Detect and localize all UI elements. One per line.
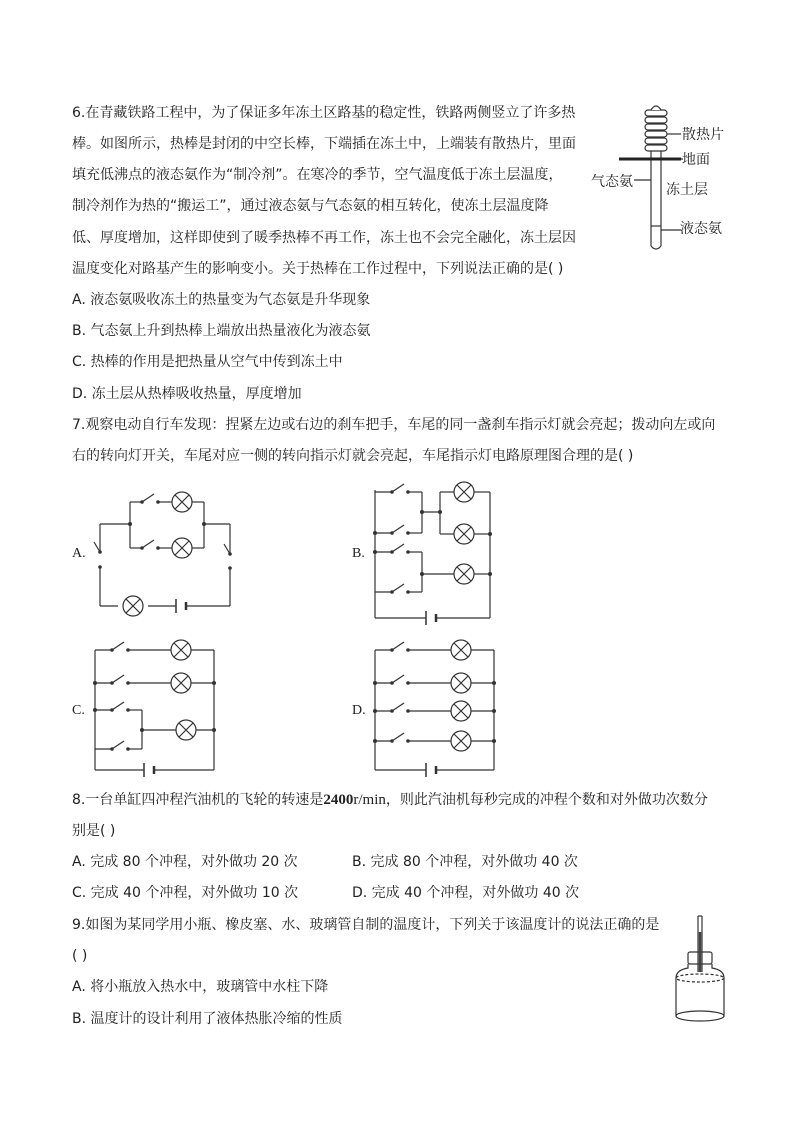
label-gas-ammonia: 气态氨 (591, 174, 633, 190)
circuit-c-label: C. (72, 703, 85, 718)
bottle-thermometer-figure (670, 912, 730, 1032)
q6-line-3: 填充低沸点的液态氨作为“制冷剂”。在寒冷的季节，空气温度低于冻土层温度， (72, 167, 563, 183)
q8-option-d: D. 完成 40 个冲程，对外做功 40 次 (352, 885, 580, 901)
label-ground: 地面 (682, 152, 710, 168)
circuit-c (90, 638, 220, 778)
heat-pipe-tube (651, 151, 661, 249)
q6-line-1: 6.在青藏铁路工程中，为了保证多年冻土区路基的稳定性，铁路两侧竖立了许多热 (72, 105, 576, 121)
q6-line-6: 温度变化对路基产生的影响变小。关于热棒在工作过程中，下列说法正确的是( ) (72, 261, 564, 277)
q8-option-a: A. 完成 80 个冲程，对外做功 20 次 (72, 854, 298, 870)
q6-line-2: 棒。如图所示，热棒是封闭的中空长棒，下端插在冻土中，上端装有散热片，里面 (72, 136, 576, 152)
q8-option-c: C. 完成 40 个冲程，对外做功 10 次 (72, 885, 299, 901)
label-frozen-soil: 冻土层 (666, 182, 708, 198)
circuit-b (370, 478, 500, 628)
q8-rpm-unit: r/min (353, 792, 386, 808)
q7-line-1: 7.观察电动自行车发现：捏紧左边或右边的刹车把手，车尾的同一盏刹车指示灯就会亮起；拨动向左或向 (72, 417, 716, 433)
q8-line-1-prefix: 8.一台单缸四冲程汽油机的飞轮的转速是 (72, 792, 324, 808)
circuit-a (90, 482, 240, 622)
q8-rpm-value: 2400 (323, 792, 354, 808)
q6-line-4: 制冷剂作为热的“搬运工”，通过液态氨与气态氨的相互转化，使冻土层温度降 (72, 198, 549, 214)
q8-option-b: B. 完成 80 个冲程，对外做功 40 次 (352, 854, 578, 870)
q9-option-a: A. 将小瓶放入热水中，玻璃管中水柱下降 (72, 979, 329, 995)
heat-pipe-figure (585, 100, 785, 260)
q6-line-5: 低、厚度增加，这样即使到了暖季热棒不再工作，冻土也不会完全融化，冻土层因 (72, 230, 576, 246)
q8-line-2: 别是( ) (72, 823, 116, 839)
label-fins: 散热片 (682, 127, 724, 143)
circuit-d-label: D. (352, 703, 366, 718)
fins-graphic (645, 106, 667, 151)
label-liquid-ammonia: 液态氨 (680, 221, 722, 237)
q6-option-a: A. 液态氨吸收冻土的热量变为气态氨是升华现象 (72, 292, 371, 308)
circuit-a-label: A. (72, 546, 86, 561)
q6-option-b: B. 气态氨上升到热棒上端放出热量液化为液态氨 (72, 323, 371, 339)
q8-line-1-suffix: ，则此汽油机每秒完成的冲程个数和对外做功次数分 (385, 792, 708, 808)
circuit-d (370, 638, 500, 778)
q7-line-2: 右的转向灯开关，车尾对应一侧的转向指示灯就会亮起，车尾指示灯电路原理图合理的是( ) (72, 448, 634, 464)
q9-line-1: 9.如图为某同学用小瓶、橡皮塞、水、玻璃管自制的温度计，下列关于该温度计的说法正确的是 (72, 917, 660, 933)
q6-option-c: C. 热棒的作用是把热量从空气中传到冻土中 (72, 354, 343, 370)
q6-option-d: D. 冻土层从热棒吸收热量，厚度增加 (72, 386, 302, 402)
circuit-b-label: B. (352, 546, 365, 561)
q9-option-b: B. 温度计的设计利用了液体热胀冷缩的性质 (72, 1011, 343, 1027)
q9-line-2: ( ) (72, 948, 88, 964)
q8-line-1 (72, 791, 708, 809)
